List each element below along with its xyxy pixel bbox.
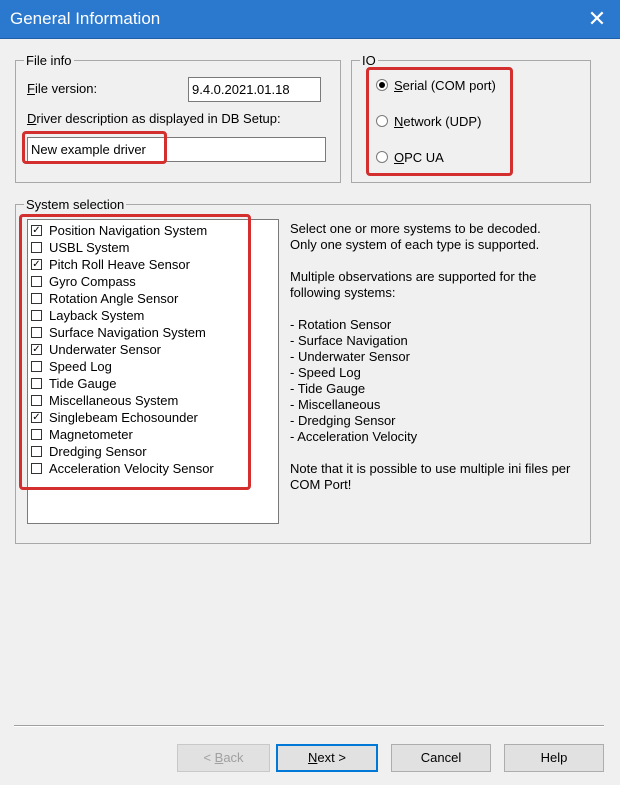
info-line: following systems: xyxy=(290,285,396,300)
radio-network-button[interactable] xyxy=(376,115,388,127)
system-checkbox[interactable]: ✓ xyxy=(32,412,41,423)
info-line: - Tide Gauge xyxy=(290,381,366,396)
info-line: - Surface Navigation xyxy=(290,333,408,348)
info-line: Only one system of each type is supported. xyxy=(290,237,540,252)
system-label: Miscellaneous System xyxy=(49,393,179,408)
system-checkbox[interactable] xyxy=(31,310,42,321)
info-line: - Dredging Sensor xyxy=(290,413,396,428)
system-checkbox[interactable] xyxy=(31,293,42,304)
radio-opcua[interactable] xyxy=(376,150,526,168)
system-item[interactable] xyxy=(31,427,251,444)
system-item[interactable] xyxy=(31,308,251,325)
system-checkbox[interactable] xyxy=(31,395,42,406)
system-item[interactable] xyxy=(31,444,251,461)
info-line: COM Port! xyxy=(290,477,352,492)
radio-serial-label: Serial (COM port) xyxy=(394,78,496,93)
system-item[interactable] xyxy=(31,291,251,308)
system-item[interactable] xyxy=(31,257,251,274)
system-label: USBL System xyxy=(49,240,130,255)
system-checkbox[interactable] xyxy=(31,276,42,287)
radio-serial-button[interactable] xyxy=(376,79,388,91)
radio-serial[interactable] xyxy=(376,78,526,96)
system-label: Pitch Roll Heave Sensor xyxy=(49,257,190,272)
system-checkbox[interactable] xyxy=(31,446,42,457)
system-label: Gyro Compass xyxy=(49,274,136,289)
system-label: Singlebeam Echosounder xyxy=(49,410,198,425)
file-info-group xyxy=(15,53,341,183)
back-button[interactable]: < Back xyxy=(177,744,270,772)
system-label: Rotation Angle Sensor xyxy=(49,291,179,306)
system-item[interactable] xyxy=(31,376,251,393)
driver-description-label: Driver description as displayed in DB Setup: xyxy=(27,111,281,126)
radio-network-label: Network (UDP) xyxy=(394,114,482,129)
systems-listbox[interactable] xyxy=(27,219,279,524)
system-checkbox[interactable]: ✓ xyxy=(32,259,41,270)
system-label: Tide Gauge xyxy=(49,376,117,391)
radio-opcua-button[interactable] xyxy=(376,151,388,163)
system-item[interactable] xyxy=(31,274,251,291)
system-checkbox[interactable]: ✓ xyxy=(32,225,41,236)
file-version-label: File version: xyxy=(27,81,98,96)
io-group xyxy=(351,53,591,183)
io-legend: IO xyxy=(362,53,376,68)
system-label: Dredging Sensor xyxy=(49,444,147,459)
info-line: Select one or more systems to be decoded. xyxy=(290,221,541,236)
system-label: Acceleration Velocity Sensor xyxy=(49,461,214,476)
system-item[interactable] xyxy=(31,461,251,478)
system-label: Layback System xyxy=(49,308,145,323)
system-checkbox[interactable] xyxy=(31,378,42,389)
system-item[interactable] xyxy=(31,240,251,257)
system-item[interactable] xyxy=(31,359,251,376)
system-checkbox[interactable] xyxy=(31,361,42,372)
info-line: - Miscellaneous xyxy=(290,397,381,412)
info-line: - Acceleration Velocity xyxy=(290,429,418,444)
system-label: Magnetometer xyxy=(49,427,133,442)
info-line: Note that it is possible to use multiple ini files per xyxy=(290,461,571,476)
system-label: Speed Log xyxy=(49,359,112,374)
system-item[interactable] xyxy=(31,342,251,359)
radio-network[interactable] xyxy=(376,114,526,132)
window-title: General Information xyxy=(10,9,161,28)
close-icon[interactable]: ✕ xyxy=(587,6,607,31)
system-checkbox[interactable] xyxy=(31,327,42,338)
system-item[interactable] xyxy=(31,410,251,427)
button-separator xyxy=(14,725,604,727)
help-button[interactable]: Help xyxy=(504,744,604,772)
system-label: Position Navigation System xyxy=(49,223,208,238)
system-checkbox[interactable] xyxy=(31,429,42,440)
next-button[interactable]: Next > xyxy=(276,744,378,772)
system-item[interactable] xyxy=(31,325,251,342)
system-item[interactable] xyxy=(31,393,251,410)
system-label: Underwater Sensor xyxy=(49,342,161,357)
info-line: Multiple observations are supported for the xyxy=(290,269,537,284)
system-label: Surface Navigation System xyxy=(49,325,206,340)
info-line: - Speed Log xyxy=(290,365,361,380)
radio-opcua-label: OPC UA xyxy=(394,150,444,165)
title-bar xyxy=(0,0,620,39)
system-checkbox[interactable]: ✓ xyxy=(32,344,41,355)
driver-description-input[interactable]: New example driver xyxy=(27,137,326,162)
system-checkbox[interactable] xyxy=(31,463,42,474)
system-selection-legend: System selection xyxy=(26,197,125,212)
cancel-button[interactable]: Cancel xyxy=(391,744,491,772)
system-item[interactable] xyxy=(31,223,251,240)
file-info-legend: File info xyxy=(26,53,72,68)
system-checkbox[interactable] xyxy=(31,242,42,253)
info-line: - Underwater Sensor xyxy=(290,349,410,364)
info-line: - Rotation Sensor xyxy=(290,317,392,332)
file-version-input[interactable]: 9.4.0.2021.01.18 xyxy=(188,77,321,102)
